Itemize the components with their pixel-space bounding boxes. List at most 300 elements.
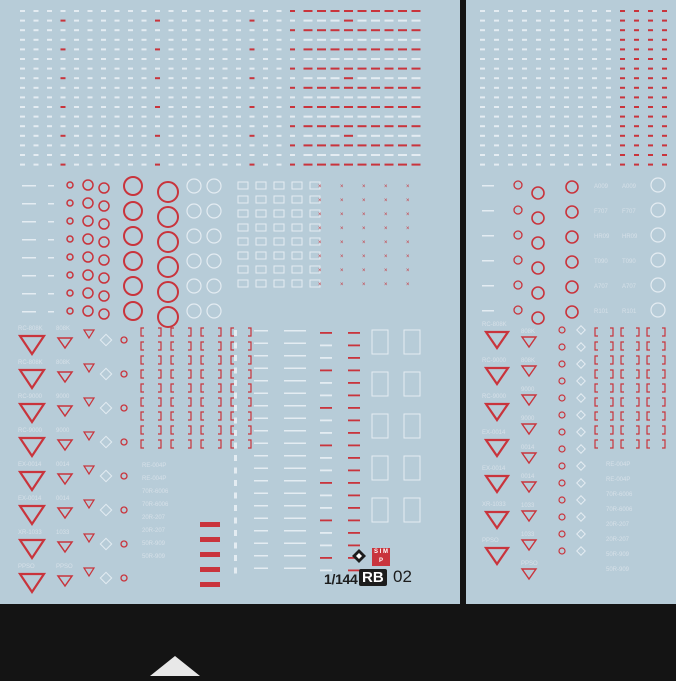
- stripe-decal: [564, 135, 569, 137]
- stripe-decal: [344, 125, 353, 127]
- stripe-decal: [592, 87, 597, 89]
- ring-decal: [532, 287, 544, 299]
- stripe-decal: [74, 87, 79, 89]
- serial-label: 70R-6006: [606, 507, 633, 513]
- stripe-decal: [634, 125, 639, 127]
- triangle-decal: [84, 432, 94, 440]
- stripe-decal: [20, 20, 25, 22]
- ring-decal: [559, 429, 565, 435]
- stripe-decal: [20, 10, 25, 12]
- line-decal: [320, 545, 332, 547]
- stripe-decal: [61, 154, 66, 156]
- stripe-decal: [494, 68, 499, 70]
- stripe-decal: [620, 116, 625, 118]
- stripe-decal: [263, 125, 268, 127]
- stripe-decal: [61, 10, 66, 12]
- line-decal: [48, 239, 54, 241]
- hatch-decal: [200, 552, 220, 557]
- ring-decal: [559, 395, 565, 401]
- stripe-decal: [634, 29, 639, 31]
- ring-decal: [99, 237, 109, 247]
- stripe-decal: [550, 154, 555, 156]
- stripe-decal: [101, 58, 106, 60]
- stripe-decal: [550, 39, 555, 41]
- ring-decal: [514, 181, 522, 189]
- diamond-decal: [577, 411, 585, 419]
- line-decal: [348, 495, 360, 497]
- ring-decal: [514, 306, 522, 314]
- stripe-decal: [508, 144, 513, 146]
- cross-decal: ×: [406, 198, 410, 204]
- stripe-decal: [508, 77, 513, 79]
- bracket-decal: [621, 398, 639, 406]
- stripe-decal: [592, 96, 597, 98]
- serial-label: 50R-909: [606, 552, 630, 558]
- stripe-decal: [290, 154, 295, 156]
- stripe-decal: [385, 144, 394, 146]
- stripe-decal: [236, 144, 241, 146]
- stripe-decal: [88, 77, 93, 79]
- stripe-decal: [648, 39, 653, 41]
- line-decal: [254, 518, 268, 520]
- stripe-decal: [88, 29, 93, 31]
- stripe-decal: [662, 68, 667, 70]
- stripe-decal: [20, 116, 25, 118]
- stripe-decal: [398, 39, 407, 41]
- stripe-decal: [344, 10, 353, 12]
- stripe-decal: [47, 48, 52, 50]
- stripe-decal: [277, 29, 282, 31]
- stripe-decal: [550, 144, 555, 146]
- bracket-decal: [201, 412, 221, 420]
- line-decal: [284, 555, 306, 557]
- stripe-decal: [142, 106, 147, 108]
- stripe-decal: [20, 164, 25, 166]
- cross-decal: ×: [362, 184, 366, 190]
- bracket-decal: [141, 356, 161, 364]
- stripe-decal: [358, 164, 367, 166]
- bracket-decal: [231, 398, 251, 406]
- bracket-decal: [171, 356, 191, 364]
- stripe-decal: [101, 29, 106, 31]
- stripe-decal: [34, 125, 39, 127]
- stripe-decal: [263, 29, 268, 31]
- line-decal: [320, 470, 332, 472]
- stripe-decal: [88, 96, 93, 98]
- stripe-decal: [20, 125, 25, 127]
- line-decal: [348, 532, 360, 534]
- ring-decal: [124, 202, 142, 220]
- bracket-decal: [141, 398, 161, 406]
- stripe-decal: [290, 77, 295, 79]
- bracket-decal: [171, 384, 191, 392]
- line-decal: [348, 395, 360, 397]
- stripe-decal: [536, 135, 541, 137]
- stripe-decal: [385, 164, 394, 166]
- stripe-decal: [169, 106, 174, 108]
- stripe-decal: [290, 125, 295, 127]
- scale-label: 1/144: [324, 571, 358, 587]
- stripe-decal: [34, 164, 39, 166]
- stripe-decal: [101, 106, 106, 108]
- stripe-decal: [250, 10, 255, 12]
- line-decal: [348, 470, 360, 472]
- stripe-decal: [550, 96, 555, 98]
- carousel-arrow-up-icon[interactable]: [150, 656, 200, 676]
- line-decal: [348, 520, 360, 522]
- stripe-decal: [592, 48, 597, 50]
- stripe-decal: [634, 106, 639, 108]
- stripe-decal: [536, 144, 541, 146]
- stripe-decal: [182, 10, 187, 12]
- designation-label: PPSO: [18, 564, 35, 570]
- cross-decal: ×: [318, 226, 322, 232]
- line-decal: [48, 311, 54, 313]
- stripe-decal: [648, 154, 653, 156]
- panel-decal: [238, 252, 248, 259]
- stripe-decal: [20, 68, 25, 70]
- panel-decal: [256, 266, 266, 273]
- panel-decal: [256, 280, 266, 287]
- stripe-decal: [634, 96, 639, 98]
- bracket-decal: [595, 384, 613, 392]
- stripe-decal: [480, 106, 485, 108]
- stripe-decal: [358, 77, 367, 79]
- stripe-decal: [304, 106, 313, 108]
- stripe-decal: [47, 144, 52, 146]
- stripe-decal: [522, 144, 527, 146]
- stripe-decal: [317, 48, 326, 50]
- line-decal: [22, 239, 36, 241]
- line-decal: [348, 457, 360, 459]
- stripe-decal: [522, 20, 527, 22]
- stripe-decal: [182, 20, 187, 22]
- ring-decal: [67, 236, 73, 242]
- stripe-decal: [648, 20, 653, 22]
- stripe-decal: [155, 87, 160, 89]
- gauge-decal: [187, 204, 201, 218]
- stripe-decal: [209, 125, 214, 127]
- stripe-decal: [304, 154, 313, 156]
- stripe-decal: [47, 29, 52, 31]
- stripe-decal: [128, 87, 133, 89]
- line-decal: [284, 343, 306, 345]
- line-decal: [284, 493, 306, 495]
- gauge-decal: [207, 229, 221, 243]
- stripe-decal: [223, 20, 228, 22]
- line-decal: [284, 418, 306, 420]
- stripe-decal: [508, 87, 513, 89]
- stripe-decal: [620, 125, 625, 127]
- serial-label: 70R-6006: [142, 489, 169, 495]
- stripe-decal: [480, 10, 485, 12]
- cross-decal: ×: [318, 198, 322, 204]
- panel-decal: [238, 280, 248, 287]
- line-decal: [320, 520, 332, 522]
- stripe-decal: [550, 106, 555, 108]
- stripe-decal: [578, 68, 583, 70]
- stripe-decal: [412, 68, 421, 70]
- line-decal: [320, 332, 332, 334]
- stripe-decal: [128, 48, 133, 50]
- stripe-decal: [385, 96, 394, 98]
- stripe-decal: [142, 144, 147, 146]
- gauge-decal: [187, 304, 201, 318]
- diamond-decal: [577, 496, 585, 504]
- stripe-decal: [209, 77, 214, 79]
- stripe-decal: [263, 10, 268, 12]
- stripe-decal: [47, 154, 52, 156]
- stripe-decal: [115, 68, 120, 70]
- panel-decal: [274, 196, 284, 203]
- stripe-decal: [61, 68, 66, 70]
- ring-decal: [559, 344, 565, 350]
- panel-decal: [256, 252, 266, 259]
- stripe-decal: [74, 20, 79, 22]
- stripe-decal: [662, 29, 667, 31]
- stripe-decal: [620, 48, 625, 50]
- stripe-decal: [34, 29, 39, 31]
- triangle-decal: [486, 332, 508, 348]
- triangle-decal: [20, 540, 44, 558]
- stripe-decal: [223, 29, 228, 31]
- stripe-decal: [536, 29, 541, 31]
- gauge-decal: [651, 228, 665, 242]
- stripe-decal: [480, 154, 485, 156]
- stripe-decal: [634, 164, 639, 166]
- stripe-decal: [344, 20, 353, 22]
- stripe-decal: [250, 154, 255, 156]
- triangle-decal: [58, 440, 72, 450]
- stripe-decal: [20, 144, 25, 146]
- stripe-decal: [101, 116, 106, 118]
- line-decal: [320, 532, 332, 534]
- ring-decal: [559, 531, 565, 537]
- code-label: PPSO: [521, 561, 538, 567]
- stripe-decal: [620, 144, 625, 146]
- stripe-decal: [263, 96, 268, 98]
- line-decal: [320, 482, 332, 484]
- stripe-decal: [412, 144, 421, 146]
- ring-decal: [559, 480, 565, 486]
- line-decal: [482, 185, 494, 187]
- stripe-decal: [263, 87, 268, 89]
- stripe-decal: [412, 125, 421, 127]
- diamond-decal: [577, 445, 585, 453]
- stripe-decal: [606, 29, 611, 31]
- stripe-decal: [250, 164, 255, 166]
- stripe-decal: [398, 135, 407, 137]
- stripe-decal: [480, 144, 485, 146]
- stripe-decal: [358, 96, 367, 98]
- stripe-decal: [169, 116, 174, 118]
- stripe-decal: [564, 39, 569, 41]
- ring-decal: [121, 541, 127, 547]
- panel-decal: [292, 182, 302, 189]
- stripe-decal: [277, 135, 282, 137]
- bracket-decal: [201, 342, 221, 350]
- line-decal: [348, 332, 360, 334]
- stripe-decal: [494, 39, 499, 41]
- stripe-decal: [88, 58, 93, 60]
- cross-decal: ×: [384, 226, 388, 232]
- stripe-decal: [508, 58, 513, 60]
- cross-decal: ×: [384, 254, 388, 260]
- ring-decal: [121, 371, 127, 377]
- stripe-decal: [317, 29, 326, 31]
- stripe-decal: [371, 154, 380, 156]
- tick-decal: [234, 530, 237, 536]
- diamond-decal: [100, 436, 111, 447]
- diamond-decal: [577, 428, 585, 436]
- tick-decal: [234, 430, 237, 436]
- stripe-decal: [236, 58, 241, 60]
- panel-decal: [292, 238, 302, 245]
- ring-decal: [83, 180, 93, 190]
- bracket-decal: [621, 328, 639, 336]
- stripe-decal: [304, 29, 313, 31]
- stripe-decal: [564, 77, 569, 79]
- stripe-decal: [196, 135, 201, 137]
- plate-decal: [404, 330, 420, 354]
- line-decal: [348, 382, 360, 384]
- code-label: 9000: [521, 416, 535, 422]
- stripe-decal: [648, 96, 653, 98]
- stripe-decal: [277, 39, 282, 41]
- stripe-decal: [209, 48, 214, 50]
- stripe-decal: [128, 29, 133, 31]
- stripe-decal: [564, 87, 569, 89]
- stripe-decal: [358, 144, 367, 146]
- stripe-decal: [34, 20, 39, 22]
- stripe-decal: [196, 154, 201, 156]
- brand-logo-icon: [352, 549, 366, 563]
- stripe-decal: [620, 29, 625, 31]
- stripe-decal: [508, 29, 513, 31]
- stripe-decal: [290, 58, 295, 60]
- stripe-decal: [331, 10, 340, 12]
- stripe-decal: [88, 125, 93, 127]
- series-number: 02: [393, 567, 412, 586]
- stripe-decal: [371, 58, 380, 60]
- stripe-decal: [385, 20, 394, 22]
- cross-decal: ×: [406, 268, 410, 274]
- bracket-decal: [201, 370, 221, 378]
- tick-decal: [234, 518, 237, 524]
- stripe-decal: [317, 164, 326, 166]
- line-decal: [284, 393, 306, 395]
- ring-decal: [121, 337, 127, 343]
- stripe-decal: [371, 106, 380, 108]
- bracket-decal: [621, 440, 639, 448]
- cross-decal: ×: [384, 212, 388, 218]
- stripe-decal: [101, 125, 106, 127]
- tick-decal: [234, 405, 237, 411]
- stripe-decal: [277, 10, 282, 12]
- line-decal: [22, 203, 36, 205]
- line-decal: [348, 407, 360, 409]
- stripe-decal: [634, 87, 639, 89]
- code-label: 0014: [56, 496, 70, 502]
- stripe-decal: [648, 77, 653, 79]
- stripe-decal: [304, 77, 313, 79]
- stripe-decal: [662, 116, 667, 118]
- stripe-decal: [34, 58, 39, 60]
- stripe-decal: [331, 29, 340, 31]
- stripe-decal: [277, 106, 282, 108]
- stripe-decal: [522, 116, 527, 118]
- line-decal: [22, 185, 36, 187]
- ring-decal: [67, 290, 73, 296]
- stripe-decal: [155, 144, 160, 146]
- line-decal: [254, 543, 268, 545]
- stripe-decal: [648, 10, 653, 12]
- stripe-decal: [412, 20, 421, 22]
- cross-decal: ×: [340, 282, 344, 288]
- stripe-decal: [578, 87, 583, 89]
- stripe-decal: [317, 116, 326, 118]
- code-label: 808K: [56, 326, 71, 332]
- serial-label: 70R-6006: [606, 492, 633, 498]
- stripe-decal: [536, 20, 541, 22]
- stripe-decal: [606, 135, 611, 137]
- diamond-decal: [100, 470, 111, 481]
- stripe-decal: [20, 154, 25, 156]
- stripe-decal: [250, 58, 255, 60]
- stripe-decal: [88, 39, 93, 41]
- line-decal: [320, 345, 332, 347]
- line-decal: [348, 507, 360, 509]
- stripe-decal: [88, 68, 93, 70]
- stripe-decal: [412, 96, 421, 98]
- gauge-decal: [651, 278, 665, 292]
- stripe-decal: [522, 87, 527, 89]
- stripe-decal: [115, 144, 120, 146]
- stripe-decal: [358, 135, 367, 137]
- serial-label: 20R-207: [142, 515, 166, 521]
- stripe-decal: [648, 48, 653, 50]
- stripe-decal: [277, 125, 282, 127]
- stripe-decal: [47, 20, 52, 22]
- serial-label: 50R-909: [142, 554, 166, 560]
- plate-decal: [372, 330, 388, 354]
- ring-decal: [559, 514, 565, 520]
- stripe-decal: [344, 106, 353, 108]
- stripe-decal: [101, 10, 106, 12]
- triangle-decal: [522, 366, 536, 376]
- stripe-decal: [578, 154, 583, 156]
- stripe-decal: [344, 77, 353, 79]
- stripe-decal: [358, 10, 367, 12]
- stripe-decal: [155, 77, 160, 79]
- cross-decal: ×: [406, 282, 410, 288]
- cross-decal: ×: [406, 240, 410, 246]
- bracket-decal: [595, 412, 613, 420]
- code-label: 0014: [521, 445, 535, 451]
- ring-decal: [121, 575, 127, 581]
- line-decal: [284, 430, 306, 432]
- stripe-decal: [101, 87, 106, 89]
- stripe-decal: [371, 68, 380, 70]
- bracket-decal: [621, 370, 639, 378]
- stripe-decal: [74, 125, 79, 127]
- stripe-decal: [358, 58, 367, 60]
- line-decal: [22, 221, 36, 223]
- stripe-decal: [344, 96, 353, 98]
- stripe-decal: [522, 125, 527, 127]
- stripe-decal: [196, 87, 201, 89]
- stripe-decal: [344, 58, 353, 60]
